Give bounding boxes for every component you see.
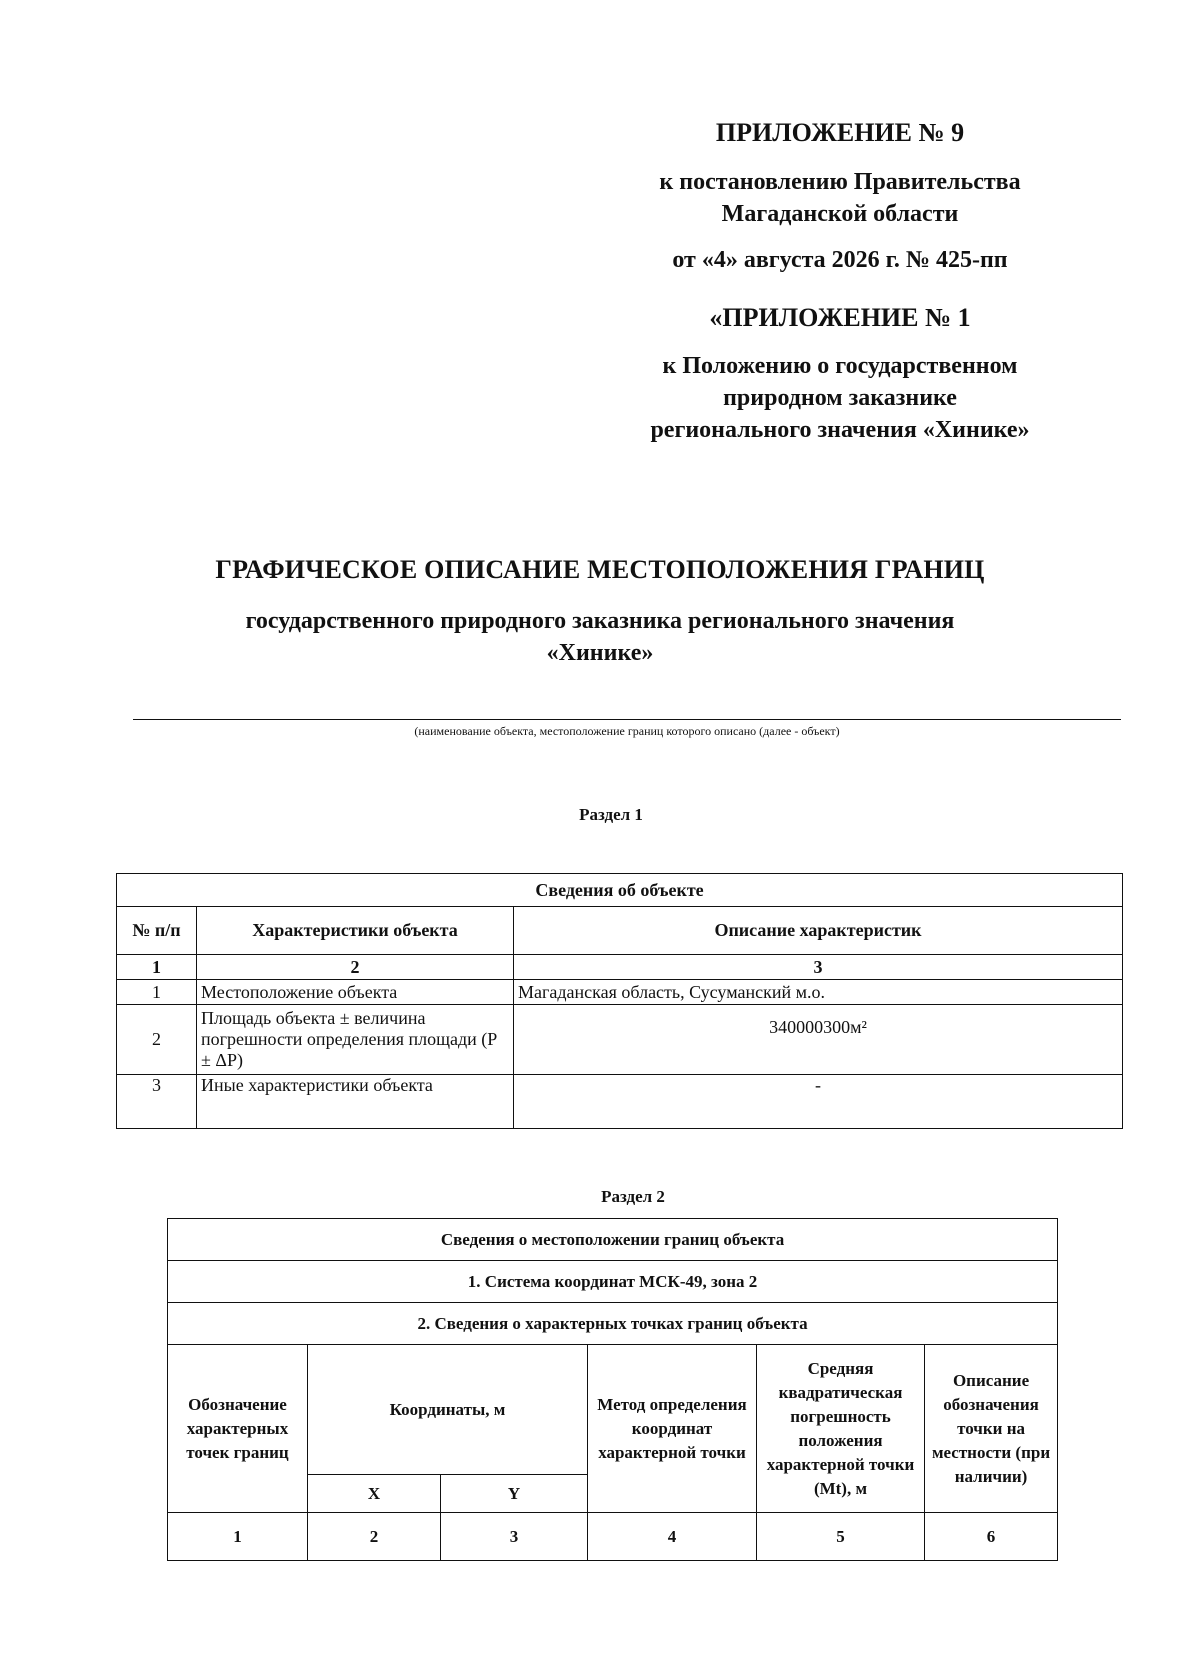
coordinate-system: 1. Система координат МСК-49, зона 2 — [168, 1261, 1058, 1303]
object-info-table — [116, 873, 1123, 1129]
table-row — [117, 1005, 1123, 1075]
subtitle-line-1: государственного природного заказника регионального значения — [245, 608, 955, 634]
row-name: Местоположение объекта — [197, 980, 514, 1005]
annex-1-number: «ПРИЛОЖЕНИЕ № 1 — [709, 303, 971, 332]
resolution-line-1: к постановлению Правительства — [659, 169, 1021, 195]
col-number-4: 4 — [588, 1513, 757, 1561]
header-num: № п/п — [117, 907, 197, 955]
col-number-1: 1 — [168, 1513, 308, 1561]
header-point-description: Описание обозначения точки на местности (при наличии) — [925, 1345, 1058, 1513]
boundary-points-table — [167, 1218, 1058, 1561]
col-number-3: 3 — [514, 955, 1123, 980]
regulation-line-3: регионального значения «Хинике» — [650, 417, 1030, 443]
col-number-5: 5 — [757, 1513, 925, 1561]
regulation-line-1: к Положению о государственном — [662, 353, 1018, 379]
header-description: Описание характеристик — [514, 907, 1123, 955]
row-value: - — [514, 1075, 1123, 1129]
row-num: 3 — [117, 1075, 197, 1129]
header-mean-error: Средняя квадратическая погрешность положения характерной точки (Mt), м — [757, 1345, 925, 1513]
section-2-label: Раздел 2 — [601, 1187, 665, 1206]
row-name: Иные характеристики объекта — [197, 1075, 514, 1129]
resolution-line-2: Магаданской области — [721, 201, 959, 227]
col-number-3: 3 — [441, 1513, 588, 1561]
regulation-line-2: природном заказнике — [723, 385, 957, 411]
row-value: 340000300м² — [514, 1005, 1123, 1075]
object-name-rule — [133, 719, 1121, 720]
header-designation: Обозначение характерных точек границ — [168, 1345, 308, 1513]
annex-number: ПРИЛОЖЕНИЕ № 9 — [715, 118, 965, 147]
object-info-table-title: Сведения об объекте — [117, 874, 1123, 907]
header-method: Метод определения координат характерной точки — [588, 1345, 757, 1513]
header-characteristics: Характеристики объекта — [197, 907, 514, 955]
table-row — [117, 980, 1123, 1005]
points-title: 2. Сведения о характерных точках границ объекта — [168, 1303, 1058, 1345]
document-subtitle — [120, 605, 1080, 669]
resolution-date-number: от «4» августа 2026 г. № 425-пп — [672, 247, 1008, 273]
subtitle-line-2: «Хинике» — [546, 640, 654, 666]
table-row — [117, 1075, 1123, 1129]
header-x: X — [308, 1475, 441, 1513]
col-number-2: 2 — [308, 1513, 441, 1561]
row-num: 2 — [117, 1005, 197, 1075]
col-number-6: 6 — [925, 1513, 1058, 1561]
location-table-title: Сведения о местоположении границ объекта — [168, 1219, 1058, 1261]
header-coordinates: Координаты, м — [308, 1345, 588, 1475]
object-name-caption: (наименование объекта, местоположение границ которого описано (далее - объект) — [414, 724, 840, 738]
section-1-label: Раздел 1 — [579, 805, 643, 824]
row-num: 1 — [117, 980, 197, 1005]
col-number-1: 1 — [117, 955, 197, 980]
row-value: Магаданская область, Сусуманский м.о. — [514, 980, 1123, 1005]
row-name: Площадь объекта ± величина погрешности определения площади (P ± ΔP) — [197, 1005, 514, 1075]
col-number-2: 2 — [197, 955, 514, 980]
header-y: Y — [441, 1475, 588, 1513]
document-title: ГРАФИЧЕСКОЕ ОПИСАНИЕ МЕСТОПОЛОЖЕНИЯ ГРАНИЦ — [215, 555, 985, 584]
